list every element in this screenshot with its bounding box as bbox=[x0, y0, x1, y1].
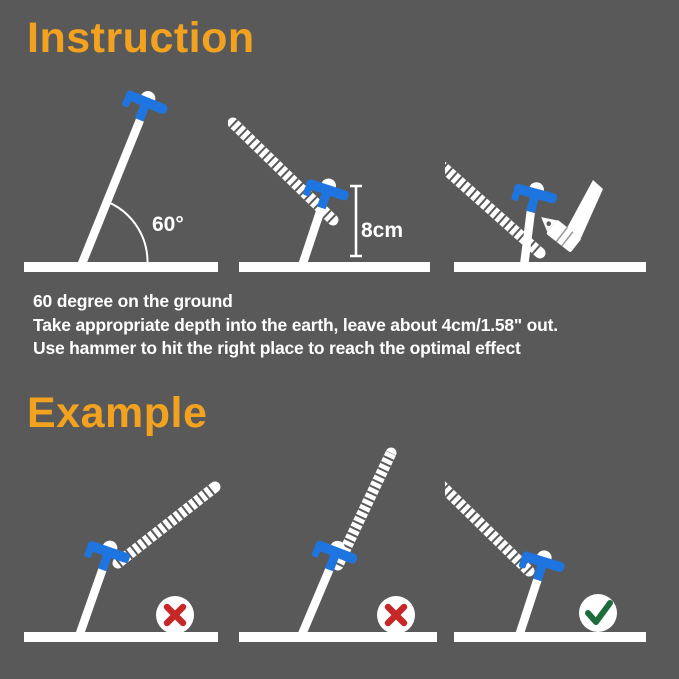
stake-icon bbox=[300, 568, 330, 639]
example-wrong-1 bbox=[10, 445, 225, 670]
angle-arc bbox=[107, 202, 148, 262]
ground-line bbox=[24, 262, 218, 272]
ground-line bbox=[454, 632, 646, 642]
t-handle-icon bbox=[119, 90, 171, 128]
stake-icon bbox=[302, 206, 322, 266]
note-line-3: Use hammer to hit the right place to reach the optimal effect bbox=[33, 338, 521, 358]
example-wrong-2 bbox=[228, 445, 443, 670]
depth-diagram bbox=[228, 90, 443, 280]
depth-label: 8cm bbox=[361, 219, 404, 242]
t-handle-icon bbox=[82, 534, 134, 577]
hammer-icon bbox=[535, 180, 603, 253]
wrong-mark-icon bbox=[377, 596, 415, 634]
example-correct bbox=[445, 445, 660, 670]
note-line-1: 60 degree on the ground bbox=[33, 291, 233, 311]
ground-line bbox=[24, 632, 218, 642]
rope-icon bbox=[338, 453, 391, 565]
example-section-title: Example bbox=[27, 389, 208, 437]
t-handle-icon bbox=[516, 544, 567, 586]
stake-icon bbox=[524, 210, 531, 266]
wrong-mark-icon bbox=[156, 596, 194, 634]
instruction-notes bbox=[33, 290, 663, 361]
correct-mark-icon bbox=[579, 594, 617, 632]
hammer-diagram bbox=[445, 90, 660, 280]
rope-icon bbox=[118, 487, 215, 563]
angle-diagram bbox=[10, 90, 225, 280]
ground-line bbox=[239, 262, 430, 272]
rope-icon bbox=[445, 485, 529, 571]
ground-line bbox=[239, 632, 437, 642]
stake-icon bbox=[81, 120, 140, 266]
ground-line bbox=[454, 262, 646, 272]
t-handle-icon bbox=[509, 177, 559, 218]
note-line-2: Take appropriate depth into the earth, leave about 4cm/1.58" out. bbox=[33, 314, 558, 335]
angle-label: 60° bbox=[152, 213, 184, 236]
stake-icon bbox=[78, 568, 103, 639]
instruction-section-title: Instruction bbox=[27, 14, 255, 62]
stake-icon bbox=[518, 578, 538, 639]
